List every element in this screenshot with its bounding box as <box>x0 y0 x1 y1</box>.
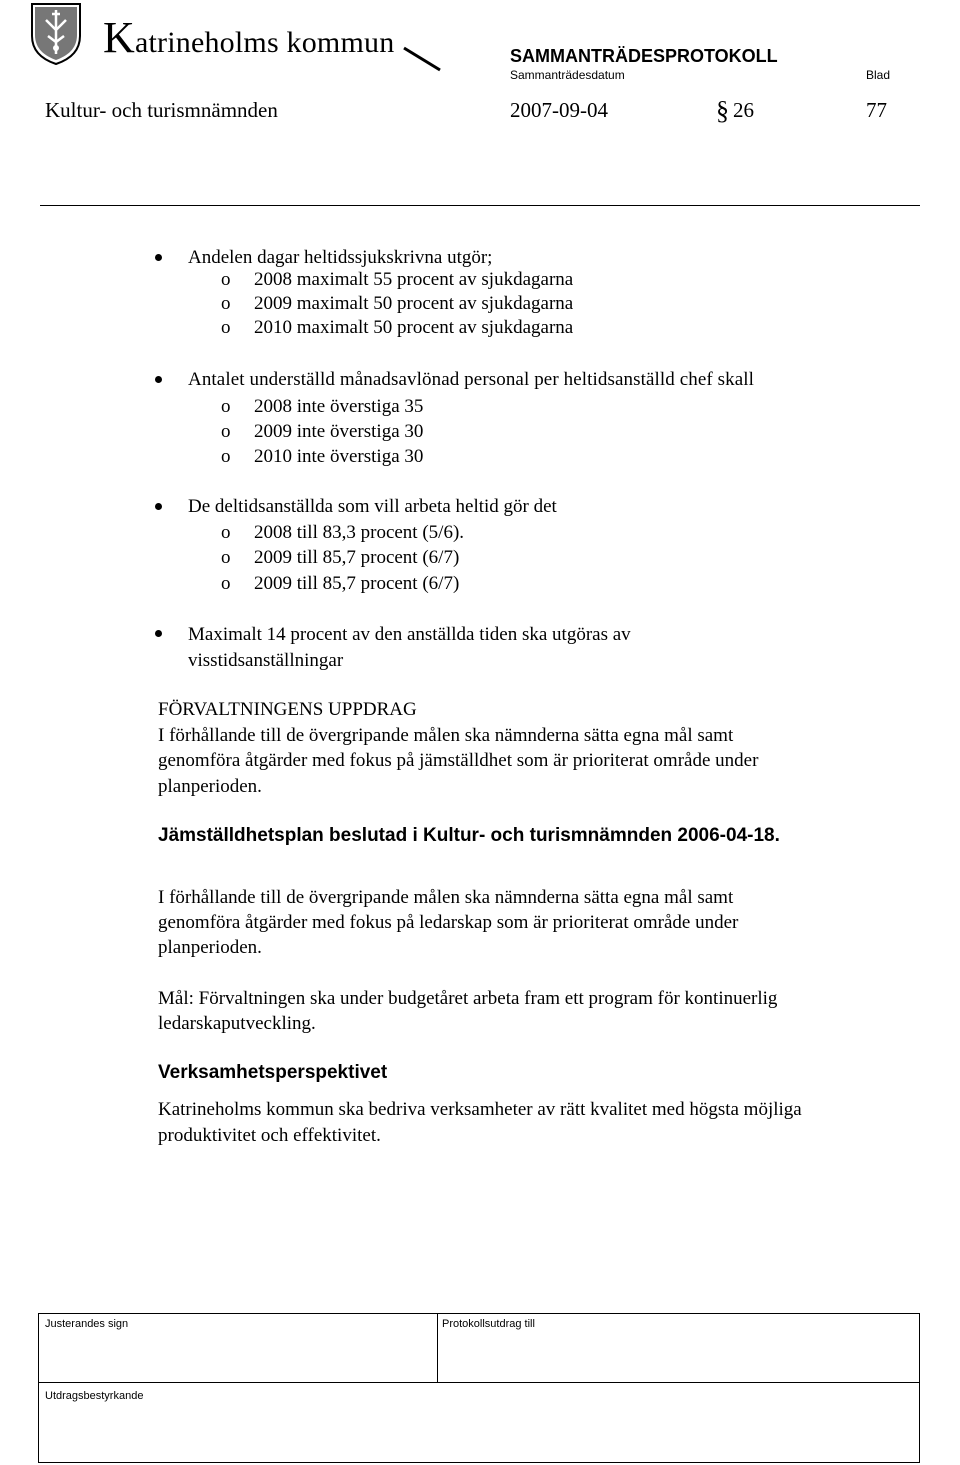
sub-bullet-text: 2008 maximalt 55 procent av sjukdagarna <box>254 269 574 290</box>
bullet-text-line: visstidsanställningar <box>188 650 344 671</box>
bullet-text: De deltidsanställda som vill arbeta heltid gör det <box>188 496 557 517</box>
sub-bullet-marker: o <box>221 317 231 338</box>
sub-bullet-text: 2009 maximalt 50 procent av sjukdagarna <box>254 293 574 314</box>
municipality-logo-text <box>103 13 395 62</box>
section-heading-forvaltning: FÖRVALTNINGENS UPPDRAG <box>158 699 417 720</box>
meeting-date: 2007-09-04 <box>510 98 608 122</box>
bullet-dot <box>155 376 162 383</box>
sub-bullet-marker: o <box>221 522 231 543</box>
municipal-crest-logo <box>30 2 82 66</box>
paragraph-line: ledarskaputveckling. <box>158 1013 316 1034</box>
sub-bullet-marker: o <box>221 396 231 417</box>
header-divider <box>40 205 920 206</box>
paragraph-line: planperioden. <box>158 937 262 958</box>
sub-bullet-marker: o <box>221 269 231 290</box>
sub-bullet-text: 2010 maximalt 50 procent av sjukdagarna <box>254 317 574 338</box>
paragraph-number: 26 <box>733 98 754 122</box>
sub-bullet-text: 2010 inte överstiga 30 <box>254 446 424 467</box>
sub-bullet-marker: o <box>221 446 231 467</box>
sub-bullet-marker: o <box>221 421 231 442</box>
protocol-title: SAMMANTRÄDESPROTOKOLL <box>510 46 778 66</box>
logo-rest: atrineholms kommun <box>134 26 395 59</box>
page-label: Blad <box>866 68 891 82</box>
sub-bullet-marker: o <box>221 573 231 594</box>
sub-bullet-text: 2009 inte överstiga 30 <box>254 421 424 442</box>
bullet-text: Andelen dagar heltidssjukskrivna utgör; <box>188 247 493 268</box>
paragraph-line: produktivitet och effektivitet. <box>158 1125 381 1146</box>
meeting-date-label: Sammanträdesdatum <box>510 68 625 82</box>
sub-bullet-marker: o <box>221 293 231 314</box>
paragraph-line: planperioden. <box>158 776 262 797</box>
utdragsbestyrkande-label: Utdragsbestyrkande <box>45 1390 144 1402</box>
sub-bullet-marker: o <box>221 547 231 568</box>
sub-bullet-text: 2009 till 85,7 procent (6/7) <box>254 547 460 568</box>
signature-box-divider <box>437 1313 438 1382</box>
paragraph-line: I förhållande till de övergripande målen ska nämnderna sätta egna mål samt <box>158 887 734 908</box>
protokollsutdrag-label: Protokollsutdrag till <box>442 1318 535 1330</box>
justerandes-sign-label: Justerandes sign <box>45 1318 129 1330</box>
bullet-text: Antalet underställd månadsavlönad personal per heltidsanställd chef skall <box>188 369 755 390</box>
signature-box-divider <box>38 1382 919 1383</box>
paragraph-line: genomföra åtgärder med fokus på ledarskap som är prioriterat område under <box>158 912 739 933</box>
logo-initial: K <box>103 13 135 62</box>
committee-name: Kultur- och turismnämnden <box>45 98 278 122</box>
page-number: 77 <box>866 98 887 122</box>
paragraph-line: genomföra åtgärder med fokus på jämställdhet som är prioriterat område under <box>158 750 759 771</box>
paragraph-line: I förhållande till de övergripande målen ska nämnderna sätta egna mål samt <box>158 725 734 746</box>
sub-bullet-text: 2009 till 85,7 procent (6/7) <box>254 573 460 594</box>
paragraph-line: Katrineholms kommun ska bedriva verksamheter av rätt kvalitet med högsta möjliga <box>158 1099 802 1120</box>
bullet-dot <box>155 254 162 261</box>
paragraph-line: Mål: Förvaltningen ska under budgetåret arbeta fram ett program för kontinuerlig <box>158 988 778 1009</box>
paragraph-sign: § <box>716 96 729 125</box>
signature-box <box>38 1313 920 1463</box>
section-heading-jamstalldhet: Jämställdhetsplan beslutad i Kultur- och turismnämnden 2006-04-18. <box>158 825 780 846</box>
section-heading-verksamhet: Verksamhetsperspektivet <box>158 1062 388 1083</box>
bullet-text-line: Maximalt 14 procent av den anställda tiden ska utgöras av <box>188 624 631 645</box>
bullet-dot <box>155 630 162 637</box>
bullet-dot <box>155 503 162 510</box>
sub-bullet-text: 2008 till 83,3 procent (5/6). <box>254 522 465 543</box>
sub-bullet-text: 2008 inte överstiga 35 <box>254 396 424 417</box>
